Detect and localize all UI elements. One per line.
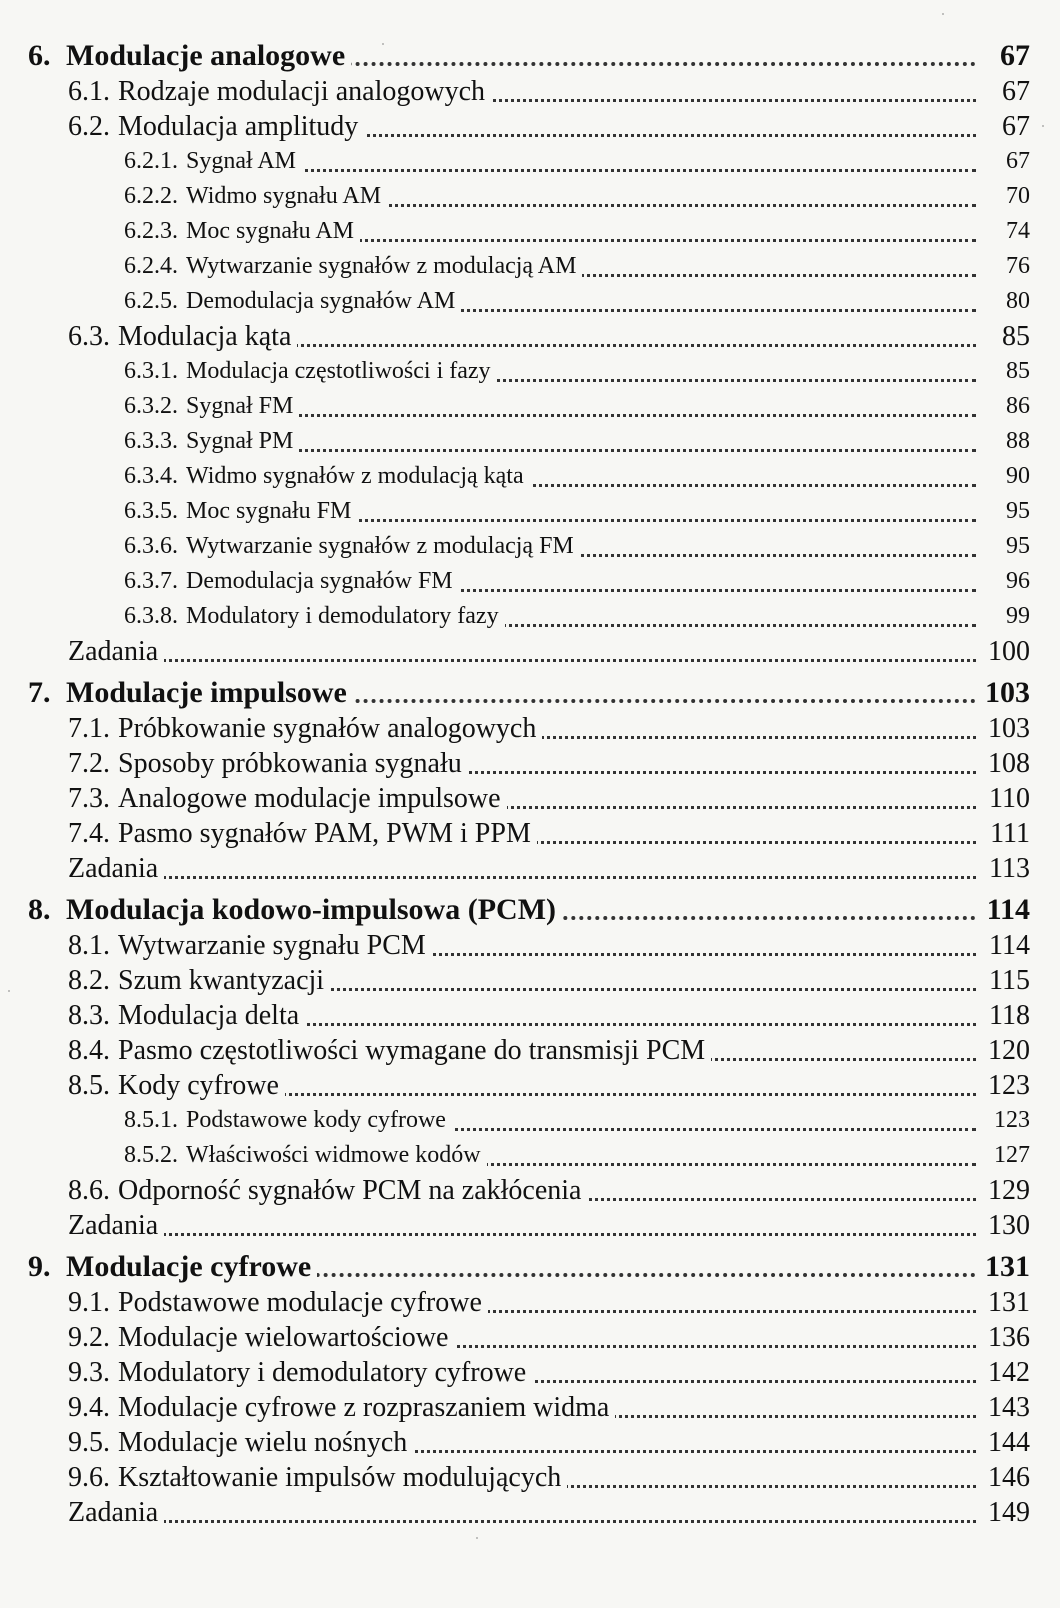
page-number: 120 bbox=[980, 1033, 1030, 1068]
entry-text bbox=[124, 179, 387, 214]
toc-entry-line bbox=[28, 109, 1030, 144]
page-number: 110 bbox=[980, 781, 1030, 816]
toc-entry-line bbox=[28, 963, 1030, 998]
toc-entry-line bbox=[28, 1495, 1030, 1530]
table-of-contents bbox=[28, 38, 1030, 1530]
entry-title: Sposoby próbkowania sygnału bbox=[118, 748, 462, 779]
entry-number: 6.3.6. bbox=[124, 533, 178, 559]
entry-number: 8.3. bbox=[68, 1000, 110, 1031]
entry-text bbox=[28, 1249, 317, 1285]
entry-number: 9.2. bbox=[68, 1322, 110, 1353]
entry-title: Właściwości widmowe kodów bbox=[186, 1142, 481, 1168]
subsection-entry bbox=[28, 74, 1030, 109]
entry-text bbox=[68, 1033, 711, 1068]
page-number: 103 bbox=[980, 711, 1030, 746]
entry-number: 8. bbox=[28, 893, 51, 926]
entry-text bbox=[68, 851, 164, 886]
toc-entry-line bbox=[28, 389, 1030, 424]
chapter-heading bbox=[28, 675, 1030, 711]
subsection-entry bbox=[28, 816, 1030, 851]
subsubsection-entry bbox=[28, 354, 1030, 389]
page-number: 67 bbox=[980, 74, 1030, 109]
entry-title: Modulatory i demodulatory fazy bbox=[186, 603, 499, 629]
entry-text bbox=[124, 354, 497, 389]
entry-text bbox=[124, 1103, 452, 1138]
dot-leader bbox=[68, 1233, 976, 1236]
toc-entry-line bbox=[28, 74, 1030, 109]
entry-title: Podstawowe kody cyfrowe bbox=[186, 1107, 446, 1133]
entry-number: 6.3.1. bbox=[124, 358, 178, 384]
entry-title: Modulacje cyfrowe z rozpraszaniem widma bbox=[118, 1392, 610, 1423]
subsection-entry bbox=[28, 1320, 1030, 1355]
toc-entry-line bbox=[28, 1208, 1030, 1243]
subsection-entry bbox=[28, 1355, 1030, 1390]
entry-text bbox=[68, 963, 330, 998]
entry-text bbox=[28, 38, 351, 74]
entry-number: 6.2. bbox=[68, 111, 110, 142]
toc-entry-line bbox=[28, 892, 1030, 928]
entry-number: 7.4. bbox=[68, 818, 110, 849]
entry-title: Sygnał FM bbox=[186, 393, 294, 419]
entry-title: Wytwarzanie sygnału PCM bbox=[118, 930, 426, 961]
subsubsection-entry bbox=[28, 564, 1030, 599]
subsection-entry bbox=[28, 319, 1030, 354]
toc-entry-line bbox=[28, 1285, 1030, 1320]
entry-number: 6.3.5. bbox=[124, 498, 178, 524]
toc-entry-line bbox=[28, 1460, 1030, 1495]
page-number: 123 bbox=[980, 1068, 1030, 1103]
entry-number: 6.3.4. bbox=[124, 463, 178, 489]
page-number: 70 bbox=[980, 179, 1030, 214]
subsection-entry bbox=[28, 781, 1030, 816]
subsection-entry bbox=[28, 928, 1030, 963]
page-number: 144 bbox=[980, 1425, 1030, 1460]
toc-entry-line bbox=[28, 851, 1030, 886]
scan-speck bbox=[942, 13, 944, 15]
page-number: 114 bbox=[980, 892, 1030, 928]
entry-number: 8.2. bbox=[68, 965, 110, 996]
entry-title: Rodzaje modulacji analogowych bbox=[118, 76, 485, 107]
page-number: 118 bbox=[980, 998, 1030, 1033]
entry-text bbox=[68, 746, 468, 781]
subsubsection-entry bbox=[28, 389, 1030, 424]
toc-entry-line bbox=[28, 144, 1030, 179]
entry-text bbox=[124, 459, 530, 494]
page-number: 85 bbox=[980, 354, 1030, 389]
exercises-entry bbox=[28, 1495, 1030, 1530]
entry-number: 6.2.4. bbox=[124, 253, 178, 279]
dot-leader bbox=[68, 659, 976, 662]
entry-title: Modulacja kąta bbox=[118, 321, 292, 352]
subsubsection-entry bbox=[28, 214, 1030, 249]
entry-number: 9.6. bbox=[68, 1462, 110, 1493]
subsection-entry bbox=[28, 746, 1030, 781]
entry-number: 6.1. bbox=[68, 76, 110, 107]
toc-entry-line bbox=[28, 529, 1030, 564]
entry-text bbox=[68, 928, 432, 963]
entry-title: Podstawowe modulacje cyfrowe bbox=[118, 1287, 482, 1318]
toc-entry-line bbox=[28, 564, 1030, 599]
scan-speck bbox=[476, 1537, 478, 1539]
page-number: 127 bbox=[980, 1138, 1030, 1173]
entry-title: Moc sygnału AM bbox=[186, 218, 354, 244]
entry-text bbox=[68, 1173, 587, 1208]
entry-title: Modulacja amplitudy bbox=[118, 111, 359, 142]
subsubsection-entry bbox=[28, 494, 1030, 529]
entry-text bbox=[124, 284, 461, 319]
entry-title: Modulacje cyfrowe bbox=[66, 1250, 312, 1283]
toc-entry-line bbox=[28, 781, 1030, 816]
toc-entry-line bbox=[28, 711, 1030, 746]
toc-entry-line bbox=[28, 319, 1030, 354]
subsection-entry bbox=[28, 998, 1030, 1033]
page-number: 103 bbox=[980, 675, 1030, 711]
entry-title: Widmo sygnałów z modulacją kąta bbox=[186, 463, 524, 489]
chapter-section bbox=[28, 892, 1030, 1243]
page-number: 95 bbox=[980, 529, 1030, 564]
toc-entry-line bbox=[28, 354, 1030, 389]
subsubsection-entry bbox=[28, 599, 1030, 634]
toc-entry-line bbox=[28, 1103, 1030, 1138]
toc-entry-line bbox=[28, 634, 1030, 669]
entry-title: Demodulacja sygnałów AM bbox=[186, 288, 456, 314]
entry-text bbox=[68, 1390, 615, 1425]
entry-title: Zadania bbox=[68, 853, 159, 884]
subsubsection-entry bbox=[28, 529, 1030, 564]
subsection-entry bbox=[28, 1390, 1030, 1425]
subsection-entry bbox=[28, 109, 1030, 144]
entry-title: Próbkowanie sygnałów analogowych bbox=[118, 713, 537, 744]
entry-text bbox=[124, 249, 582, 284]
subsubsection-entry bbox=[28, 144, 1030, 179]
entry-number: 7.3. bbox=[68, 783, 110, 814]
entry-text bbox=[68, 1208, 164, 1243]
page-number: 113 bbox=[980, 851, 1030, 886]
subsubsection-entry bbox=[28, 424, 1030, 459]
page-number: 143 bbox=[980, 1390, 1030, 1425]
entry-title: Modulacje analogowe bbox=[66, 39, 346, 72]
toc-entry-line bbox=[28, 214, 1030, 249]
page-number: 67 bbox=[980, 144, 1030, 179]
entry-text bbox=[124, 424, 299, 459]
page-number: 67 bbox=[980, 109, 1030, 144]
exercises-entry bbox=[28, 851, 1030, 886]
page-number: 146 bbox=[980, 1460, 1030, 1495]
entry-title: Zadania bbox=[68, 1497, 159, 1528]
page-number: 90 bbox=[980, 459, 1030, 494]
entry-text bbox=[68, 634, 164, 669]
entry-number: 9.4. bbox=[68, 1392, 110, 1423]
exercises-entry bbox=[28, 1208, 1030, 1243]
entry-text bbox=[124, 389, 299, 424]
entry-title: Modulacje wielu nośnych bbox=[118, 1427, 408, 1458]
entry-text bbox=[28, 892, 562, 928]
entry-number: 6.2.5. bbox=[124, 288, 178, 314]
toc-entry-line bbox=[28, 1068, 1030, 1103]
toc-entry-line bbox=[28, 38, 1030, 74]
entry-text bbox=[28, 675, 353, 711]
entry-text bbox=[124, 564, 459, 599]
chapter-heading bbox=[28, 892, 1030, 928]
page-number: 142 bbox=[980, 1355, 1030, 1390]
toc-entry-line bbox=[28, 1425, 1030, 1460]
entry-text bbox=[124, 214, 360, 249]
entry-text bbox=[68, 1320, 454, 1355]
entry-text bbox=[68, 1285, 488, 1320]
toc-entry-line bbox=[28, 424, 1030, 459]
toc-entry-line bbox=[28, 494, 1030, 529]
page-number: 129 bbox=[980, 1173, 1030, 1208]
page-number: 96 bbox=[980, 564, 1030, 599]
entry-number: 8.1. bbox=[68, 930, 110, 961]
entry-number: 9.5. bbox=[68, 1427, 110, 1458]
toc-entry-line bbox=[28, 249, 1030, 284]
entry-title: Widmo sygnału AM bbox=[186, 183, 382, 209]
page-number: 131 bbox=[980, 1285, 1030, 1320]
subsection-entry bbox=[28, 1285, 1030, 1320]
toc-entry-line bbox=[28, 1249, 1030, 1285]
page-number: 111 bbox=[980, 816, 1030, 851]
entry-title: Wytwarzanie sygnałów z modulacją FM bbox=[186, 533, 574, 559]
entry-title: Sygnał PM bbox=[186, 428, 294, 454]
entry-number: 6.3.3. bbox=[124, 428, 178, 454]
entry-text bbox=[68, 1355, 532, 1390]
subsubsection-entry bbox=[28, 1103, 1030, 1138]
subsection-entry bbox=[28, 1033, 1030, 1068]
subsection-entry bbox=[28, 711, 1030, 746]
entry-text bbox=[124, 1138, 487, 1173]
toc-entry-line bbox=[28, 1355, 1030, 1390]
entry-text bbox=[68, 1495, 164, 1530]
page-number: 115 bbox=[980, 963, 1030, 998]
entry-number: 8.6. bbox=[68, 1175, 110, 1206]
entry-number: 6.2.2. bbox=[124, 183, 178, 209]
scan-speck bbox=[1042, 125, 1044, 127]
entry-title: Odporność sygnałów PCM na zakłócenia bbox=[118, 1175, 582, 1206]
entry-title: Zadania bbox=[68, 636, 159, 667]
entry-text bbox=[68, 1425, 413, 1460]
page-number: 149 bbox=[980, 1495, 1030, 1530]
exercises-entry bbox=[28, 634, 1030, 669]
page-number: 131 bbox=[980, 1249, 1030, 1285]
entry-number: 6.3.7. bbox=[124, 568, 178, 594]
toc-entry-line bbox=[28, 675, 1030, 711]
toc-entry-line bbox=[28, 1173, 1030, 1208]
toc-entry-line bbox=[28, 998, 1030, 1033]
toc-entry-line bbox=[28, 179, 1030, 214]
entry-number: 6.2.1. bbox=[124, 148, 178, 174]
page-number: 85 bbox=[980, 319, 1030, 354]
chapter-section bbox=[28, 1249, 1030, 1530]
entry-number: 7.2. bbox=[68, 748, 110, 779]
entry-text bbox=[68, 109, 364, 144]
entry-title: Analogowe modulacje impulsowe bbox=[118, 783, 501, 814]
entry-title: Szum kwantyzacji bbox=[118, 965, 325, 996]
chapter-section bbox=[28, 675, 1030, 886]
subsubsection-entry bbox=[28, 459, 1030, 494]
chapter-heading bbox=[28, 38, 1030, 74]
subsection-entry bbox=[28, 963, 1030, 998]
subsubsection-entry bbox=[28, 249, 1030, 284]
entry-text bbox=[68, 319, 297, 354]
entry-text bbox=[68, 998, 305, 1033]
page-number: 95 bbox=[980, 494, 1030, 529]
entry-text bbox=[124, 144, 302, 179]
entry-text bbox=[68, 781, 507, 816]
entry-title: Modulatory i demodulatory cyfrowe bbox=[118, 1357, 527, 1388]
entry-text bbox=[124, 494, 357, 529]
entry-title: Modulacja kodowo-impulsowa (PCM) bbox=[66, 893, 557, 926]
page-number: 136 bbox=[980, 1320, 1030, 1355]
page-number: 100 bbox=[980, 634, 1030, 669]
entry-title: Kody cyfrowe bbox=[118, 1070, 279, 1101]
toc-entry-line bbox=[28, 1033, 1030, 1068]
scan-speck bbox=[382, 43, 384, 45]
entry-text bbox=[68, 1068, 285, 1103]
toc-entry-line bbox=[28, 599, 1030, 634]
entry-title: Modulacja delta bbox=[118, 1000, 300, 1031]
entry-number: 6.3. bbox=[68, 321, 110, 352]
entry-text bbox=[124, 599, 505, 634]
entry-number: 8.5. bbox=[68, 1070, 110, 1101]
subsection-entry bbox=[28, 1173, 1030, 1208]
entry-title: Wytwarzanie sygnałów z modulacją AM bbox=[186, 253, 577, 279]
dot-leader bbox=[68, 1520, 976, 1523]
chapter-section bbox=[28, 38, 1030, 669]
entry-title: Pasmo sygnałów PAM, PWM i PPM bbox=[118, 818, 531, 849]
subsection-entry bbox=[28, 1460, 1030, 1495]
entry-text bbox=[68, 816, 537, 851]
dot-leader bbox=[68, 876, 976, 879]
entry-number: 6.3.8. bbox=[124, 603, 178, 629]
entry-title: Zadania bbox=[68, 1210, 159, 1241]
entry-title: Kształtowanie impulsów modulujących bbox=[118, 1462, 562, 1493]
toc-entry-line bbox=[28, 1320, 1030, 1355]
entry-number: 7. bbox=[28, 676, 51, 709]
toc-entry-line bbox=[28, 1138, 1030, 1173]
entry-number: 7.1. bbox=[68, 713, 110, 744]
entry-number: 8.5.2. bbox=[124, 1142, 178, 1168]
toc-entry-line bbox=[28, 816, 1030, 851]
entry-number: 6. bbox=[28, 39, 51, 72]
page-number: 86 bbox=[980, 389, 1030, 424]
entry-text bbox=[68, 74, 491, 109]
entry-number: 8.5.1. bbox=[124, 1107, 178, 1133]
scan-speck bbox=[8, 990, 10, 992]
page-number: 99 bbox=[980, 599, 1030, 634]
entry-text bbox=[68, 711, 542, 746]
entry-text bbox=[68, 1460, 567, 1495]
entry-title: Sygnał AM bbox=[186, 148, 297, 174]
toc-entry-line bbox=[28, 459, 1030, 494]
entry-title: Modulacja częstotliwości i fazy bbox=[186, 358, 491, 384]
entry-number: 6.2.3. bbox=[124, 218, 178, 244]
entry-number: 9.3. bbox=[68, 1357, 110, 1388]
entry-title: Demodulacja sygnałów FM bbox=[186, 568, 453, 594]
page-number: 88 bbox=[980, 424, 1030, 459]
entry-title: Moc sygnału FM bbox=[186, 498, 352, 524]
entry-text bbox=[124, 529, 580, 564]
page-number: 80 bbox=[980, 284, 1030, 319]
toc-entry-line bbox=[28, 928, 1030, 963]
entry-title: Modulacje wielowartościowe bbox=[118, 1322, 449, 1353]
entry-title: Pasmo częstotliwości wymagane do transmisji PCM bbox=[118, 1035, 706, 1066]
toc-entry-line bbox=[28, 284, 1030, 319]
entry-title: Modulacje impulsowe bbox=[66, 676, 347, 709]
subsubsection-entry bbox=[28, 284, 1030, 319]
toc-entry-line bbox=[28, 1390, 1030, 1425]
entry-number: 9.1. bbox=[68, 1287, 110, 1318]
entry-number: 9. bbox=[28, 1250, 51, 1283]
entry-number: 8.4. bbox=[68, 1035, 110, 1066]
page-number: 123 bbox=[980, 1103, 1030, 1138]
entry-number: 6.3.2. bbox=[124, 393, 178, 419]
page-number: 114 bbox=[980, 928, 1030, 963]
page-number: 67 bbox=[980, 38, 1030, 74]
subsubsection-entry bbox=[28, 1138, 1030, 1173]
subsubsection-entry bbox=[28, 179, 1030, 214]
toc-entry-line bbox=[28, 746, 1030, 781]
subsection-entry bbox=[28, 1068, 1030, 1103]
chapter-heading bbox=[28, 1249, 1030, 1285]
page-number: 76 bbox=[980, 249, 1030, 284]
page-number: 130 bbox=[980, 1208, 1030, 1243]
page-number: 74 bbox=[980, 214, 1030, 249]
subsection-entry bbox=[28, 1425, 1030, 1460]
page-number: 108 bbox=[980, 746, 1030, 781]
